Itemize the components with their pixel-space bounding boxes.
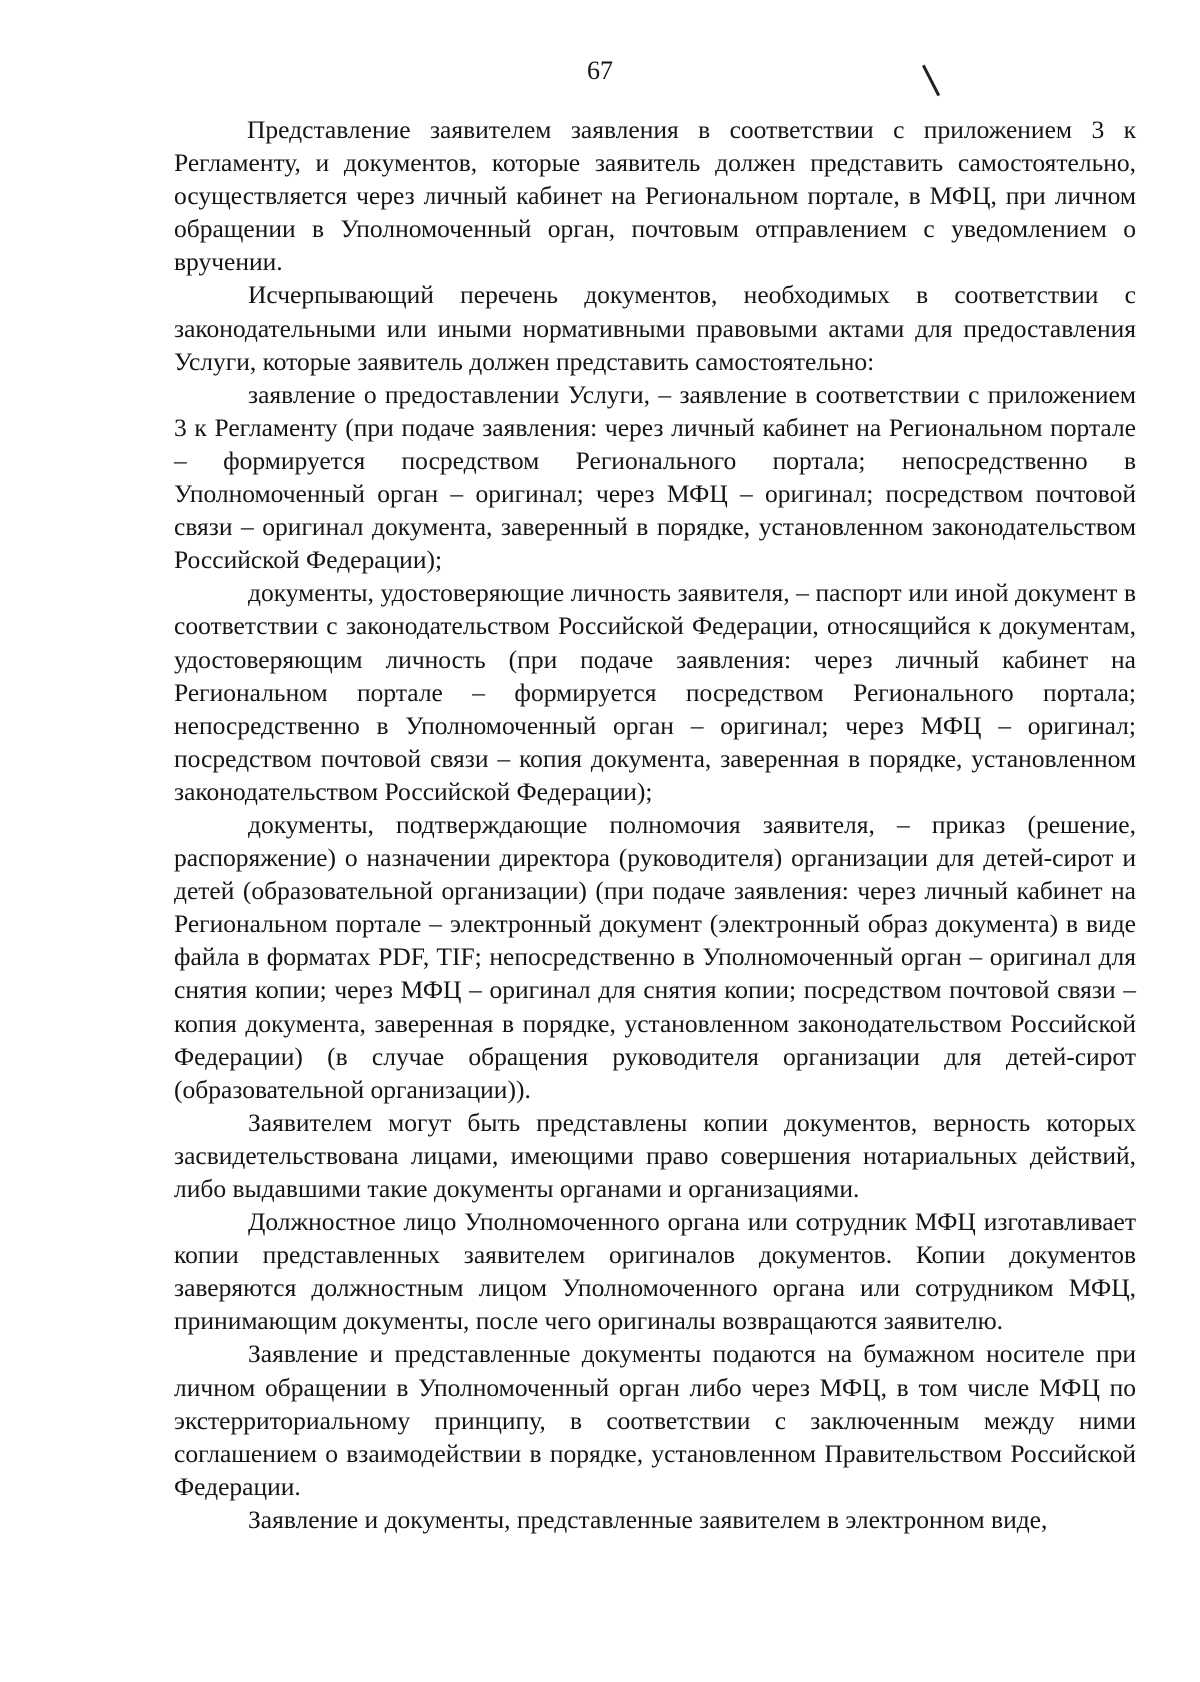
- paragraph-required-documents: Исчерпывающий перечень документов, необходимых в соответствии с законодательными или иными нормативными правовыми актами для предоставления Услуги, которые заявитель должен представить самостоятельно:: [174, 280, 1136, 376]
- paragraph-electronic-submission: Заявление и документы, представленные заявителем в электронном виде,: [248, 1504, 1048, 1534]
- paragraph-authority-documents: документы, подтверждающие полномочия заявителя, – приказ (решение, распоряжение) о назначении директора (руководителя) организации для детей-сирот и детей (образовательной организации) (при подаче заявления: через личный кабинет на Региональном портале – электронный документ (электронный образ документа) в виде файла в форматах PDF, TIF; непосредственно в Уполномоченный орган – оригинал для снятия копии; через МФЦ – оригинал для снятия копии; посредством почтовой связи – копия документа, заверенная в порядке, установленном законодательством Российской Федерации) (в случае обращения руководителя организации для детей-сирот (образовательной организации)).: [174, 809, 1136, 1104]
- paragraph-submission-methods: Представление заявителем заявления в соответствии с приложением 3 к Регламенту, и документов, которые заявитель должен представить самостоятельно, осуществляется через личный кабинет на Региональном портале, в МФЦ, при личном обращении в Уполномоченный орган, почтовым отправлением с уведомлением о вручении.: [174, 115, 1136, 277]
- paragraph-identity-documents: документы, удостоверяющие личность заявителя, – паспорт или иной документ в соответствии с законодательством Российской Федерации, относящийся к документам, удостоверяющим личность (при подаче заявления: через личный кабинет на Региональном портале – формируется посредством Регионального портала; непосредственно в Уполномоченный орган – оригинал; через МФЦ – оригинал; посредством почтовой связи – копия документа, заверенная в порядке, установленном законодательством Российской Федерации);: [174, 578, 1136, 806]
- page-number: 67: [587, 56, 613, 85]
- paragraph-paper-submission: Заявление и представленные документы подаются на бумажном носителе при личном обращении в Уполномоченный орган либо через МФЦ, в том числе МФЦ по экстерриториальному принципу, в соответствии с заключенным между ними соглашением о взаимодействии в порядке, установленном Правительством Российской Федерации.: [174, 1339, 1136, 1501]
- paragraph-application: заявление о предоставлении Услуги, – заявление в соответствии с приложением 3 к Регламенту (при подаче заявления: через личный кабинет на Региональном портале – формируется посредством Регионального портала; непосредственно в Уполномоченный орган – оригинал; через МФЦ – оригинал; посредством почтовой связи – оригинал документа, заверенный в порядке, установленном законодательством Российской Федерации);: [174, 379, 1136, 575]
- document-body: [174, 113, 1136, 1536]
- paragraph-copy-certification: Должностное лицо Уполномоченного органа или сотрудник МФЦ изготавливает копии представленных заявителем оригиналов документов. Копии документов заверяются должностным лицом Уполномоченного органа или сотрудником МФЦ, принимающим документы, после чего оригиналы возвращаются заявителю.: [174, 1207, 1136, 1336]
- paragraph-certified-copies: Заявителем могут быть представлены копии документов, верность которых засвидетельствована лицами, имеющими право совершения нотариальных действий, либо выдавшими такие документы органами и организациями.: [174, 1107, 1136, 1203]
- scan-mark: [922, 65, 940, 97]
